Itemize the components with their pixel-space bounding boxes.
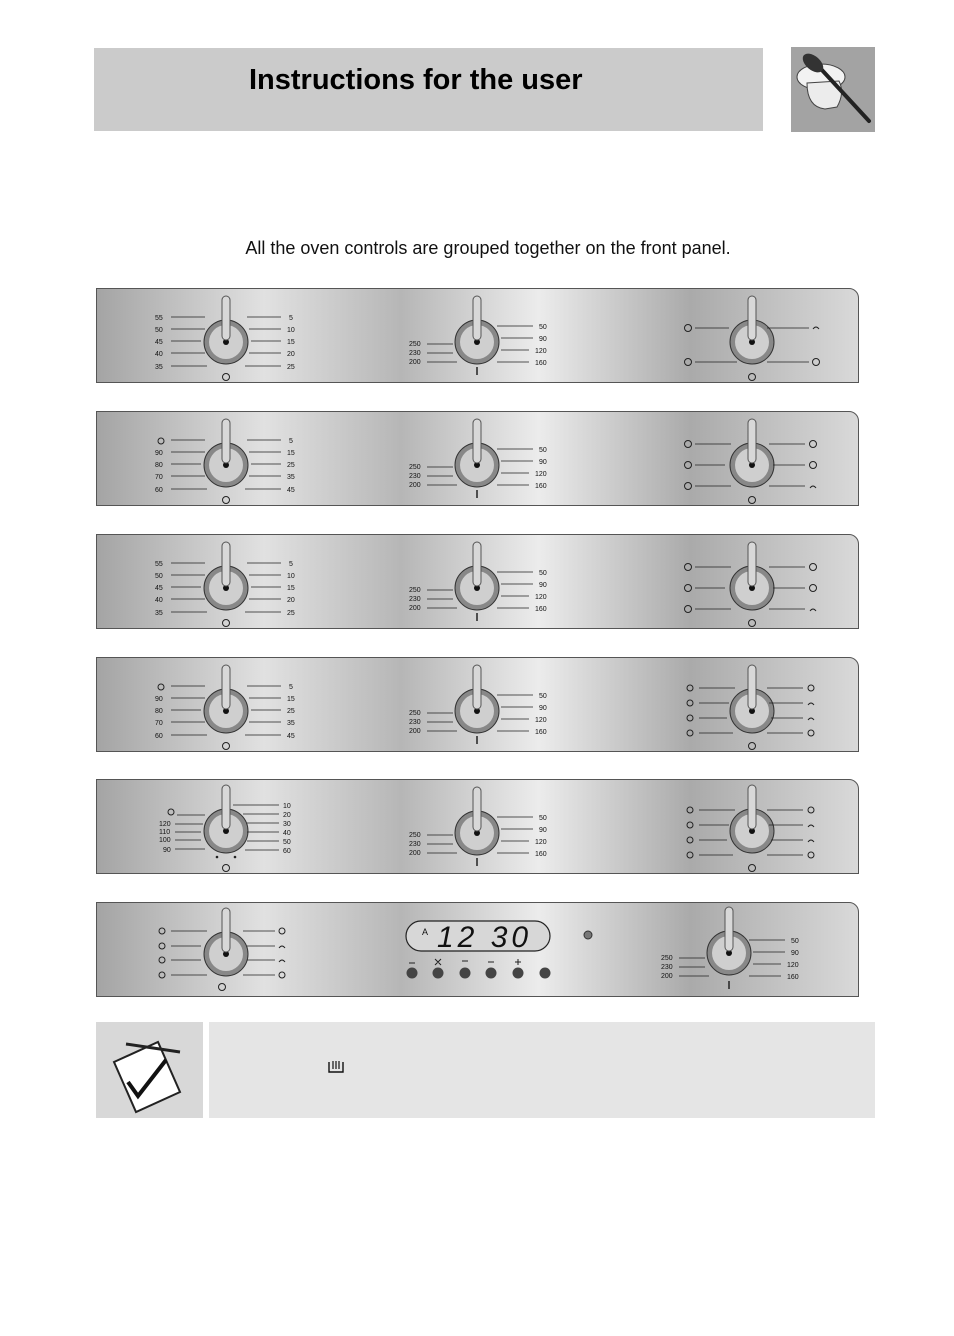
timer-label: 35: [287, 474, 295, 481]
temp-label: 50: [791, 938, 799, 945]
timer-label: 5: [289, 438, 293, 445]
timer-label: 30: [283, 821, 291, 828]
temp-label: 90: [539, 827, 547, 834]
hand-icon: [158, 684, 164, 690]
temp-label: 200: [409, 482, 421, 489]
thermostat-knob[interactable]: [707, 907, 751, 975]
control-panel-1: [96, 288, 859, 383]
timer-label: 40: [155, 597, 163, 604]
page-title: Instructions for the user: [249, 64, 583, 96]
timer-label: 40: [155, 351, 163, 358]
timer-label: 20: [287, 351, 295, 358]
note-box: [96, 1022, 875, 1118]
timer-label: 15: [287, 696, 295, 703]
temp-label: 200: [409, 359, 421, 366]
timer-label: 20: [287, 597, 295, 604]
temp-label: 200: [409, 850, 421, 857]
timer-knob[interactable]: [204, 419, 248, 487]
timer-label: 35: [287, 720, 295, 727]
timer-label: 45: [287, 733, 295, 740]
temp-label: 160: [787, 974, 799, 981]
power-indicator-light: [584, 931, 592, 939]
timer-label: 60: [155, 487, 163, 494]
temp-label: 230: [409, 473, 421, 480]
control-panel-5-drawing: [97, 780, 860, 875]
timer-label: 45: [155, 339, 163, 346]
notepad-checkmark-icon: [96, 1022, 203, 1118]
temp-label: 160: [535, 360, 547, 367]
timer-label: 45: [155, 585, 163, 592]
temp-label: 160: [535, 729, 547, 736]
timer-label: 80: [155, 462, 163, 469]
programmer-buttons: [407, 959, 551, 979]
programmer-display: [406, 921, 550, 954]
control-panel-2-drawing: [97, 412, 860, 507]
timer-label: 60: [283, 848, 291, 855]
timer-label: 25: [287, 462, 295, 469]
timer-label: 10: [287, 327, 295, 334]
timer-label: 90: [155, 696, 163, 703]
temp-label: 90: [539, 459, 547, 466]
thermostat-knob[interactable]: [455, 296, 499, 364]
hand-icon: [158, 438, 164, 444]
thermostat-knob[interactable]: [455, 542, 499, 610]
timer-label: 50: [283, 839, 291, 846]
control-panel-3: [96, 534, 859, 629]
note-text-area: [209, 1022, 875, 1118]
thermostat-knob[interactable]: [455, 665, 499, 733]
control-panel-4-drawing: [97, 658, 860, 753]
temp-label: 250: [409, 710, 421, 717]
temp-label: 90: [539, 705, 547, 712]
function-selector-knob[interactable]: [730, 785, 774, 853]
timer-label: 90: [163, 847, 171, 854]
timer-label: 5: [289, 315, 293, 322]
temp-label: 120: [535, 348, 547, 355]
bottom-heater-icon: [325, 1058, 347, 1078]
temp-label: 230: [409, 841, 421, 848]
timer-label: 50: [155, 573, 163, 580]
timer-label: 15: [287, 450, 295, 457]
timer-scale-left: [155, 684, 207, 740]
plus-button[interactable]: [513, 968, 524, 979]
temp-label: 230: [661, 964, 673, 971]
timer-label: 40: [283, 830, 291, 837]
temp-label: 160: [535, 851, 547, 858]
timer-label: 25: [287, 364, 295, 371]
manual-button[interactable]: [540, 968, 551, 979]
temp-label: 120: [787, 962, 799, 969]
timer-label: 55: [155, 561, 163, 568]
timer-label: 25: [287, 708, 295, 715]
timer-label: 5: [289, 561, 293, 568]
clock-icon: [223, 497, 230, 504]
clock-digits: 12 30: [437, 921, 533, 954]
temp-label: 120: [535, 717, 547, 724]
timer-knob[interactable]: [204, 542, 248, 610]
timer-label: 15: [287, 585, 295, 592]
control-panel-1-drawing: [97, 289, 860, 384]
timer-scale-right: [245, 438, 295, 494]
temp-label: 50: [539, 693, 547, 700]
timer-label: 10: [283, 803, 291, 810]
temp-label: 200: [661, 973, 673, 980]
auto-indicator: A: [422, 927, 429, 937]
clock-icon: [223, 374, 230, 381]
minus-button[interactable]: [486, 968, 497, 979]
timer-label: 55: [155, 315, 163, 322]
timer-scale-right: [245, 684, 295, 740]
timer-label: 50: [155, 327, 163, 334]
temp-label: 250: [661, 955, 673, 962]
timer-knob[interactable]: [204, 296, 248, 364]
temp-label: 250: [409, 832, 421, 839]
timer-label: 5: [289, 684, 293, 691]
timer-scale-right: [245, 315, 295, 371]
cooking-duration-button[interactable]: [460, 968, 471, 979]
temp-label: 90: [539, 336, 547, 343]
control-panel-4: [96, 657, 859, 752]
control-panel-6: [96, 902, 859, 997]
timer-label: 80: [155, 708, 163, 715]
clock-icon: [223, 620, 230, 627]
timer-label: 20: [283, 812, 291, 819]
function-selector-knob[interactable]: [730, 542, 774, 610]
temp-label: 230: [409, 596, 421, 603]
timer-scale-left: [155, 438, 207, 494]
temp-label: 160: [535, 483, 547, 490]
temp-label: 50: [539, 324, 547, 331]
temp-label: 50: [539, 570, 547, 577]
timer-label: 25: [287, 610, 295, 617]
control-panel-6-drawing: [97, 903, 860, 998]
hand-icon: [168, 809, 174, 815]
timer-label: 90: [155, 450, 163, 457]
timer-label: 45: [287, 487, 295, 494]
function-selector-knob[interactable]: [730, 296, 774, 364]
timer-label: 70: [155, 474, 163, 481]
intro-text: All the oven controls are grouped together on the front panel.: [245, 238, 731, 258]
clock-icon: [219, 984, 226, 991]
thermostat-knob[interactable]: [455, 419, 499, 487]
temp-label: 200: [409, 728, 421, 735]
temp-label: 250: [409, 341, 421, 348]
temp-label: 230: [409, 719, 421, 726]
timer-label: 110: [159, 829, 171, 836]
temp-label: 250: [409, 464, 421, 471]
function-selector-knob[interactable]: [730, 419, 774, 487]
timer-label: 35: [155, 364, 163, 371]
timer-knob[interactable]: [204, 785, 248, 853]
timer-label: 60: [155, 733, 163, 740]
temp-label: 120: [535, 471, 547, 478]
timer-label: 35: [155, 610, 163, 617]
timer-scale-right: [245, 561, 295, 617]
temp-label: 90: [539, 582, 547, 589]
alarm-button[interactable]: [407, 968, 418, 979]
timer-label: 15: [287, 339, 295, 346]
thermostat-knob[interactable]: [455, 787, 499, 855]
temp-label: 50: [539, 447, 547, 454]
temp-label: 230: [409, 350, 421, 357]
temp-label: 120: [535, 594, 547, 601]
clock-icon: [223, 743, 230, 750]
function-selector-knob[interactable]: [204, 908, 248, 976]
timer-label: 100: [159, 837, 171, 844]
temp-label: 200: [409, 605, 421, 612]
temp-label: 50: [539, 815, 547, 822]
control-panel-2: [96, 411, 859, 506]
timer-label: 70: [155, 720, 163, 727]
chef-spoon-logo-icon: [791, 47, 875, 132]
timer-scale-left: [155, 315, 207, 371]
temp-label: 120: [535, 839, 547, 846]
temp-label: 160: [535, 606, 547, 613]
function-selector-knob[interactable]: [730, 665, 774, 733]
clock-icon: [223, 865, 230, 872]
header-bar: [94, 48, 763, 131]
timer-scale-left: [159, 809, 205, 854]
end-cooking-button[interactable]: [433, 968, 444, 979]
timer-label: 10: [287, 573, 295, 580]
temp-label: 250: [409, 587, 421, 594]
timer-knob[interactable]: [204, 665, 248, 733]
control-panel-3-drawing: [97, 535, 860, 630]
control-panel-5: [96, 779, 859, 874]
timer-label: 120: [159, 821, 171, 828]
temp-label: 90: [791, 950, 799, 957]
timer-scale-left: [155, 561, 207, 617]
